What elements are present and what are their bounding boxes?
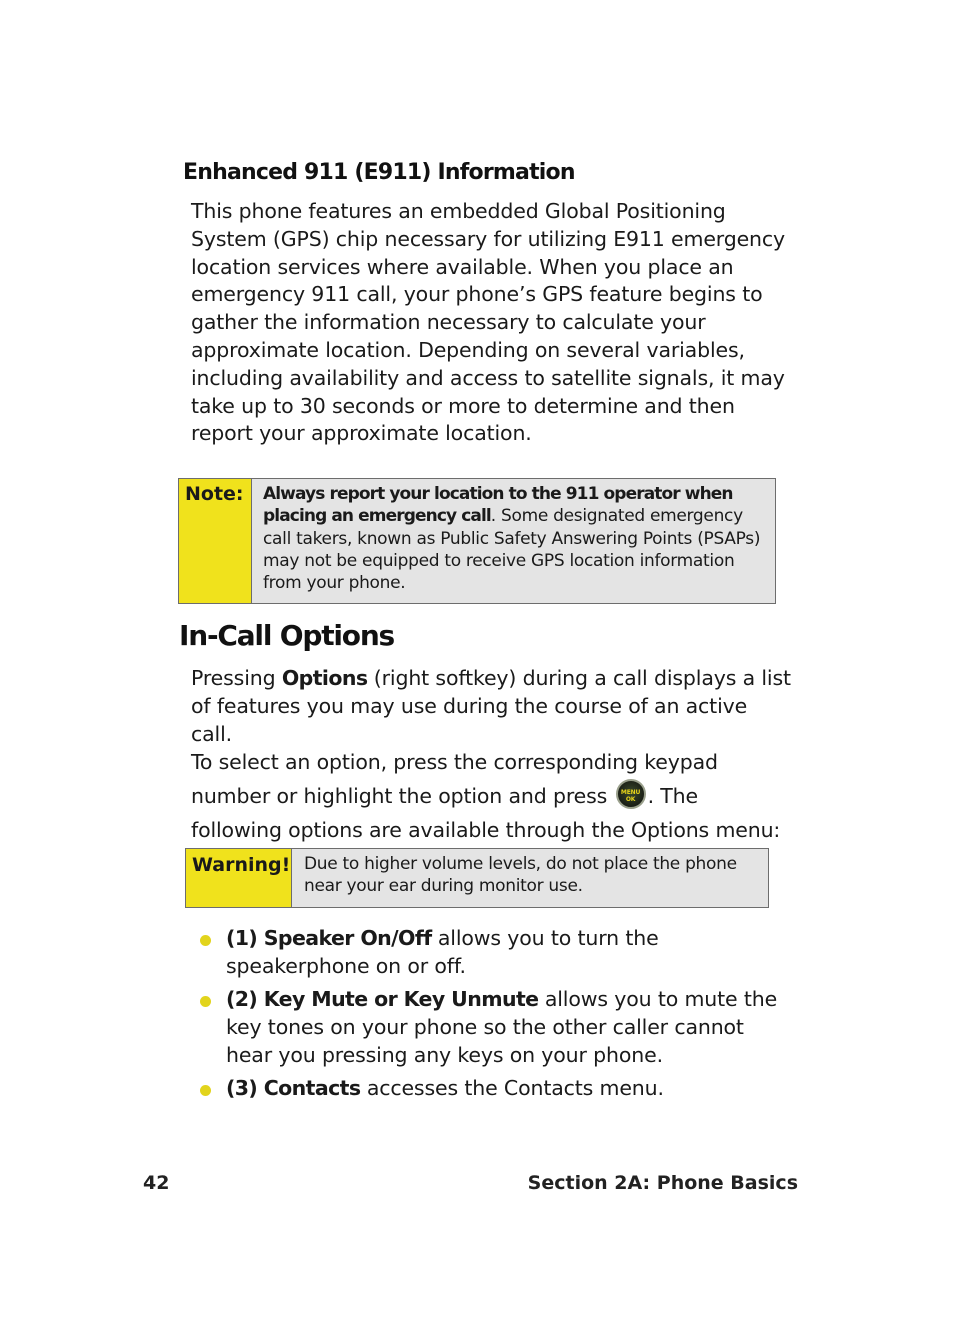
page-title-in-call-options: In-Call Options bbox=[179, 619, 395, 652]
option-name: (3) Contacts bbox=[226, 1076, 361, 1100]
warning-label: Warning! bbox=[186, 849, 292, 907]
in-call-paragraph bbox=[191, 665, 791, 847]
menu-ok-key-icon bbox=[616, 779, 646, 809]
in-call-p1-pre: Pressing bbox=[191, 666, 282, 690]
e911-body-text: This phone features an embedded Global Positioning System (GPS) chip necessary for utilizing E911 emergency location services where available. When you place an emergency 911 call, your phone’s GPS feature begins to gather the information necessary to calculate your approximate location. Depending on several variables, including availability and access to satellite signals, it may take up to 30 seconds or more to determine and then report your approximate location. bbox=[191, 199, 785, 446]
list-item bbox=[198, 924, 788, 980]
in-call-p2-pre: To select an option, press the corresponding keypad number or highlight the option and press bbox=[191, 750, 718, 809]
section-heading-e911: Enhanced 911 (E911) Information bbox=[183, 160, 575, 185]
note-bold-text: Always report your location to the 911 operator when placing an emergency call bbox=[263, 484, 733, 527]
in-call-p2 bbox=[191, 745, 791, 847]
option-name: (1) Speaker On/Off bbox=[226, 926, 432, 950]
section-footer: Section 2A: Phone Basics bbox=[527, 1172, 798, 1194]
bullet-dot-icon bbox=[200, 935, 211, 946]
ok-key-line2: OK bbox=[625, 796, 636, 804]
ok-key-line1: MENU bbox=[620, 789, 641, 797]
page-number: 42 bbox=[143, 1172, 170, 1194]
note-label: Note: bbox=[179, 479, 252, 603]
bullet-dot-icon bbox=[200, 1085, 211, 1096]
warning-text: Due to higher volume levels, do not place the phone near your ear during monitor use. bbox=[292, 849, 768, 907]
note-regular-text: . Some designated emergency call takers, known as Public Safety Answering Points (PSAPs) may not be equipped to receive GPS location information from your phone. bbox=[263, 506, 761, 594]
list-item bbox=[198, 1074, 788, 1102]
option-description: accesses the Contacts menu. bbox=[360, 1076, 664, 1100]
e911-paragraph bbox=[191, 198, 791, 448]
list-item bbox=[198, 985, 788, 1069]
in-call-p2-post: . The following options are available through the Options menu: bbox=[191, 784, 781, 843]
warning-box bbox=[185, 848, 769, 908]
options-softkey-label: Options bbox=[281, 666, 368, 690]
options-list bbox=[198, 924, 788, 1107]
option-name: (2) Key Mute or Key Unmute bbox=[226, 987, 539, 1011]
in-call-p1 bbox=[191, 665, 791, 748]
option-description: allows you to turn the speakerphone on or off. bbox=[226, 926, 659, 978]
note-box bbox=[178, 478, 776, 604]
option-description: allows you to mute the key tones on your phone so the other caller cannot hear you pressing any keys on your phone. bbox=[226, 987, 778, 1067]
in-call-p1-post: (right softkey) during a call displays a list of features you may use during the course of an active call. bbox=[191, 666, 791, 746]
bullet-dot-icon bbox=[200, 996, 211, 1007]
note-text bbox=[252, 479, 775, 603]
